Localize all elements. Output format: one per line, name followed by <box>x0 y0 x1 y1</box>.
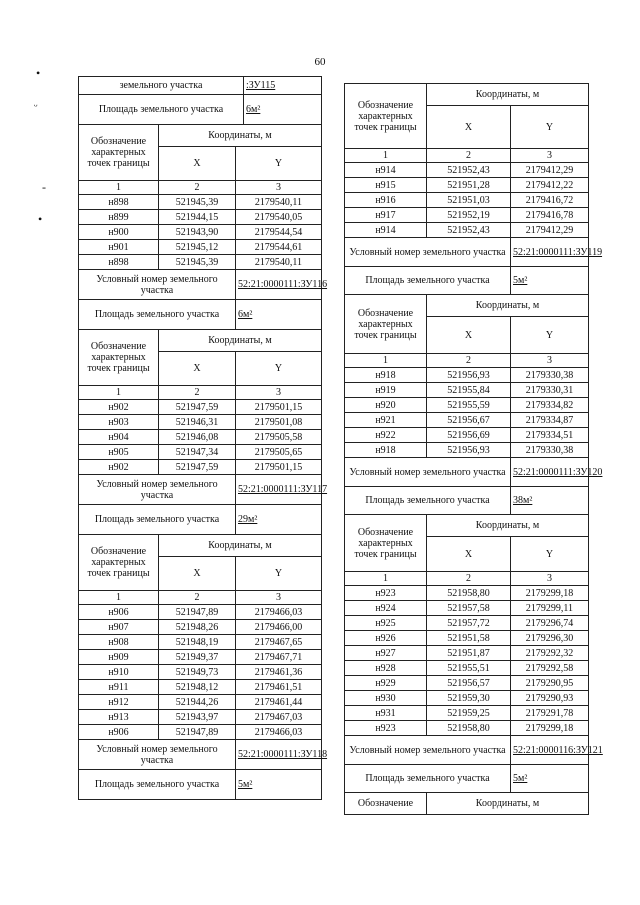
table-row <box>345 383 589 398</box>
x-value: 521952,19 <box>427 208 511 223</box>
point-id: н903 <box>79 415 159 430</box>
point-id: н904 <box>79 430 159 445</box>
x-value: 521943,90 <box>159 225 236 240</box>
point-id: н914 <box>345 163 427 178</box>
parcel-area-value: 29м² <box>236 505 322 535</box>
y-value: 2179412,29 <box>511 223 589 238</box>
table-row <box>345 413 589 428</box>
x-value: 521951,58 <box>427 631 511 646</box>
y-value: 2179292,32 <box>511 646 589 661</box>
y-value: 2179290,93 <box>511 691 589 706</box>
table-row <box>345 631 589 646</box>
table-row <box>79 400 322 415</box>
point-id: н908 <box>79 635 159 650</box>
parcel-number-label: земельного участка <box>79 77 244 95</box>
parcel-area-value: 5м² <box>511 267 589 295</box>
table-row <box>79 605 322 620</box>
point-id: н918 <box>345 368 427 383</box>
parcel-area-value: 5м² <box>236 770 322 800</box>
table-row <box>345 646 589 661</box>
point-id: н906 <box>79 725 159 740</box>
column-number: 2 <box>427 149 511 163</box>
point-id: н912 <box>79 695 159 710</box>
right-column <box>344 83 603 815</box>
x-value: 521958,80 <box>427 721 511 736</box>
parcel-info-table <box>344 735 603 793</box>
y-value: 2179544,54 <box>236 225 322 240</box>
x-value: 521947,59 <box>159 460 236 475</box>
column-number: 1 <box>79 181 159 195</box>
y-value: 2179461,44 <box>236 695 322 710</box>
coordinates-header: Координаты, м <box>159 125 322 147</box>
x-value: 521947,34 <box>159 445 236 460</box>
parcel-area-label: Площадь земельного участка <box>79 770 236 800</box>
table-row <box>345 691 589 706</box>
x-value: 521956,69 <box>427 428 511 443</box>
column-number: 3 <box>511 354 589 368</box>
table-row <box>79 725 322 740</box>
coordinates-header: Координаты, м <box>159 330 322 352</box>
parcel-info-table <box>78 269 328 330</box>
table-row <box>345 163 589 178</box>
coordinates-table <box>344 294 589 458</box>
column-number: 1 <box>79 591 159 605</box>
cadastral-number-label: Условный номер земельного участка <box>345 458 511 487</box>
y-value: 2179467,71 <box>236 650 322 665</box>
table-row <box>345 706 589 721</box>
coordinates-header: Координаты, м <box>427 84 589 106</box>
x-value: 521949,73 <box>159 665 236 680</box>
parcel-info-table <box>78 739 328 800</box>
x-value: 521959,25 <box>427 706 511 721</box>
y-value: 2179466,03 <box>236 725 322 740</box>
y-value: 2179334,82 <box>511 398 589 413</box>
coordinates-header: Координаты, м <box>159 535 322 557</box>
table-row <box>345 193 589 208</box>
table-row <box>345 398 589 413</box>
y-value: 2179467,03 <box>236 710 322 725</box>
x-header: X <box>159 147 236 181</box>
table-row <box>345 428 589 443</box>
coordinates-table <box>344 83 589 238</box>
y-header: Y <box>236 147 322 181</box>
points-header: Обозначение характерных точек границы <box>79 125 159 181</box>
x-value: 521956,93 <box>427 443 511 458</box>
point-id: н906 <box>79 605 159 620</box>
y-value: 2179461,36 <box>236 665 322 680</box>
table-row <box>79 680 322 695</box>
table-row <box>345 368 589 383</box>
parcel-info-table <box>78 76 322 125</box>
point-id: н915 <box>345 178 427 193</box>
point-id: н923 <box>345 586 427 601</box>
parcel-area-value: 38м² <box>511 487 589 515</box>
table-row <box>345 443 589 458</box>
point-id: н899 <box>79 210 159 225</box>
parcel-number-value: :ЗУ115 <box>244 77 322 95</box>
coordinates-header: Координаты, м <box>427 793 589 815</box>
table-row <box>79 445 322 460</box>
y-value: 2179292,58 <box>511 661 589 676</box>
table-row <box>345 178 589 193</box>
parcel-area-label: Площадь земельного участка <box>79 300 236 330</box>
point-id: н923 <box>345 721 427 736</box>
column-number: 2 <box>159 591 236 605</box>
x-value: 521949,37 <box>159 650 236 665</box>
x-value: 521948,12 <box>159 680 236 695</box>
table-row <box>345 661 589 676</box>
point-id: н909 <box>79 650 159 665</box>
table-row <box>79 695 322 710</box>
point-id: н929 <box>345 676 427 691</box>
y-value: 2179334,87 <box>511 413 589 428</box>
points-header: Обозначение характерных точек границы <box>345 515 427 572</box>
point-id: н921 <box>345 413 427 428</box>
coordinates-table <box>344 514 589 736</box>
coordinates-header: Координаты, м <box>427 295 589 317</box>
table-row <box>345 586 589 601</box>
x-value: 521947,59 <box>159 400 236 415</box>
y-header: Y <box>511 317 589 354</box>
y-value: 2179540,05 <box>236 210 322 225</box>
point-id: н913 <box>79 710 159 725</box>
column-number: 3 <box>511 149 589 163</box>
left-column <box>78 76 328 800</box>
table-row <box>345 616 589 631</box>
y-value: 2179330,31 <box>511 383 589 398</box>
parcel-info-table <box>78 474 328 535</box>
column-number: 1 <box>345 354 427 368</box>
table-row <box>345 721 589 736</box>
x-value: 521946,31 <box>159 415 236 430</box>
parcel-area-label: Площадь земельного участка <box>345 487 511 515</box>
y-value: 2179467,65 <box>236 635 322 650</box>
x-value: 521946,08 <box>159 430 236 445</box>
y-value: 2179501,08 <box>236 415 322 430</box>
y-header: Y <box>511 106 589 149</box>
y-value: 2179416,72 <box>511 193 589 208</box>
y-value: 2179290,95 <box>511 676 589 691</box>
table-row <box>79 710 322 725</box>
x-header: X <box>427 106 511 149</box>
column-number: 2 <box>427 572 511 586</box>
coordinates-table <box>344 792 589 815</box>
column-number: 1 <box>345 149 427 163</box>
point-id: н922 <box>345 428 427 443</box>
y-value: 2179505,58 <box>236 430 322 445</box>
x-value: 521958,80 <box>427 586 511 601</box>
point-id: н924 <box>345 601 427 616</box>
parcel-area-label: Площадь земельного участка <box>79 505 236 535</box>
x-value: 521955,59 <box>427 398 511 413</box>
table-row <box>79 225 322 240</box>
table-row <box>79 665 322 680</box>
y-value: 2179544,61 <box>236 240 322 255</box>
x-value: 521955,84 <box>427 383 511 398</box>
x-header: X <box>159 352 236 386</box>
column-number: 2 <box>427 354 511 368</box>
point-id: н898 <box>79 195 159 210</box>
x-value: 521959,30 <box>427 691 511 706</box>
column-number: 3 <box>511 572 589 586</box>
y-value: 2179540,11 <box>236 255 322 270</box>
x-value: 521945,39 <box>159 255 236 270</box>
cadastral-number-label: Условный номер земельного участка <box>79 475 236 505</box>
y-value: 2179299,11 <box>511 601 589 616</box>
coordinates-header: Координаты, м <box>427 515 589 537</box>
point-id: н917 <box>345 208 427 223</box>
point-id: н920 <box>345 398 427 413</box>
y-value: 2179334,51 <box>511 428 589 443</box>
table-row <box>79 430 322 445</box>
x-header: X <box>427 537 511 572</box>
y-value: 2179501,15 <box>236 460 322 475</box>
point-id: н925 <box>345 616 427 631</box>
point-id: н916 <box>345 193 427 208</box>
coordinates-table <box>78 534 322 740</box>
x-value: 521957,72 <box>427 616 511 631</box>
point-id: н898 <box>79 255 159 270</box>
x-value: 521951,87 <box>427 646 511 661</box>
parcel-info-table <box>344 457 603 515</box>
y-value: 2179291,78 <box>511 706 589 721</box>
table-row <box>345 223 589 238</box>
parcel-area-value: 6м² <box>236 300 322 330</box>
parcel-area-label: Площадь земельного участка <box>345 765 511 793</box>
table-row <box>79 240 322 255</box>
cadastral-number-label: Условный номер земельного участка <box>79 740 236 770</box>
point-id: н926 <box>345 631 427 646</box>
y-value: 2179412,29 <box>511 163 589 178</box>
binding-arc-mark: ᵕ <box>34 99 38 113</box>
table-row <box>79 255 322 270</box>
x-value: 521944,26 <box>159 695 236 710</box>
y-value: 2179412,22 <box>511 178 589 193</box>
cadastral-number-value: 52:21:0000111:ЗУ119 <box>511 238 589 267</box>
point-id: н930 <box>345 691 427 706</box>
table-row <box>345 208 589 223</box>
cadastral-number-value: 52:21:0000111:ЗУ117 <box>236 475 322 505</box>
x-value: 521952,43 <box>427 163 511 178</box>
x-value: 521956,57 <box>427 676 511 691</box>
point-id: н901 <box>79 240 159 255</box>
point-id: н907 <box>79 620 159 635</box>
binding-dash-mark: - <box>42 180 46 194</box>
cadastral-number-value: 52:21:0000116:ЗУ121 <box>511 736 589 765</box>
point-id: н902 <box>79 400 159 415</box>
x-value: 521952,43 <box>427 223 511 238</box>
x-header: X <box>159 557 236 591</box>
cadastral-number-value: 52:21:0000111:ЗУ116 <box>236 270 322 300</box>
point-id: н902 <box>79 460 159 475</box>
y-value: 2179330,38 <box>511 368 589 383</box>
y-value: 2179540,11 <box>236 195 322 210</box>
x-value: 521945,39 <box>159 195 236 210</box>
x-value: 521957,58 <box>427 601 511 616</box>
table-row <box>79 650 322 665</box>
table-row <box>79 195 322 210</box>
points-header: Обозначение <box>345 793 427 815</box>
x-value: 521956,93 <box>427 368 511 383</box>
point-id: н911 <box>79 680 159 695</box>
table-row <box>79 210 322 225</box>
point-id: н905 <box>79 445 159 460</box>
x-value: 521945,12 <box>159 240 236 255</box>
points-header: Обозначение характерных точек границы <box>345 295 427 354</box>
parcel-area-label: Площадь земельного участка <box>79 95 244 125</box>
point-id: н931 <box>345 706 427 721</box>
table-row <box>79 415 322 430</box>
points-header: Обозначение характерных точек границы <box>79 330 159 386</box>
point-id: н918 <box>345 443 427 458</box>
column-number: 3 <box>236 181 322 195</box>
parcel-area-label: Площадь земельного участка <box>345 267 511 295</box>
points-header: Обозначение характерных точек границы <box>79 535 159 591</box>
x-value: 521951,03 <box>427 193 511 208</box>
page-number: 60 <box>314 56 326 68</box>
x-value: 521944,15 <box>159 210 236 225</box>
binding-dot-mark: • <box>36 66 41 80</box>
coordinates-table <box>78 329 322 475</box>
column-number: 3 <box>236 386 322 400</box>
point-id: н927 <box>345 646 427 661</box>
cadastral-number-label: Условный номер земельного участка <box>345 736 511 765</box>
table-row <box>345 676 589 691</box>
column-number: 1 <box>345 572 427 586</box>
table-row <box>79 620 322 635</box>
point-id: н910 <box>79 665 159 680</box>
parcel-area-value: 5м² <box>511 765 589 793</box>
point-id: н900 <box>79 225 159 240</box>
point-id: н928 <box>345 661 427 676</box>
y-header: Y <box>236 557 322 591</box>
cadastral-number-value: 52:21:0000111:ЗУ118 <box>236 740 322 770</box>
x-value: 521955,51 <box>427 661 511 676</box>
table-row <box>79 460 322 475</box>
y-value: 2179416,78 <box>511 208 589 223</box>
y-value: 2179501,15 <box>236 400 322 415</box>
table-row <box>345 601 589 616</box>
y-value: 2179505,65 <box>236 445 322 460</box>
x-value: 521947,89 <box>159 605 236 620</box>
parcel-area-value: 6м² <box>244 95 322 125</box>
y-value: 2179466,03 <box>236 605 322 620</box>
x-value: 521943,97 <box>159 710 236 725</box>
x-value: 521951,28 <box>427 178 511 193</box>
cadastral-number-label: Условный номер земельного участка <box>79 270 236 300</box>
y-value: 2179299,18 <box>511 721 589 736</box>
x-header: X <box>427 317 511 354</box>
y-value: 2179296,74 <box>511 616 589 631</box>
y-value: 2179330,38 <box>511 443 589 458</box>
y-value: 2179466,00 <box>236 620 322 635</box>
y-header: Y <box>236 352 322 386</box>
y-header: Y <box>511 537 589 572</box>
parcel-info-table <box>344 237 603 295</box>
column-number: 2 <box>159 181 236 195</box>
x-value: 521956,67 <box>427 413 511 428</box>
binding-dot-mark: • <box>38 212 43 226</box>
coordinates-table <box>78 124 322 270</box>
table-row <box>79 635 322 650</box>
x-value: 521947,89 <box>159 725 236 740</box>
x-value: 521948,26 <box>159 620 236 635</box>
y-value: 2179461,51 <box>236 680 322 695</box>
column-number: 3 <box>236 591 322 605</box>
y-value: 2179299,18 <box>511 586 589 601</box>
column-number: 2 <box>159 386 236 400</box>
cadastral-number-value: 52:21:0000111:ЗУ120 <box>511 458 589 487</box>
column-number: 1 <box>79 386 159 400</box>
x-value: 521948,19 <box>159 635 236 650</box>
cadastral-number-label: Условный номер земельного участка <box>345 238 511 267</box>
y-value: 2179296,30 <box>511 631 589 646</box>
point-id: н919 <box>345 383 427 398</box>
points-header: Обозначение характерных точек границы <box>345 84 427 149</box>
point-id: н914 <box>345 223 427 238</box>
